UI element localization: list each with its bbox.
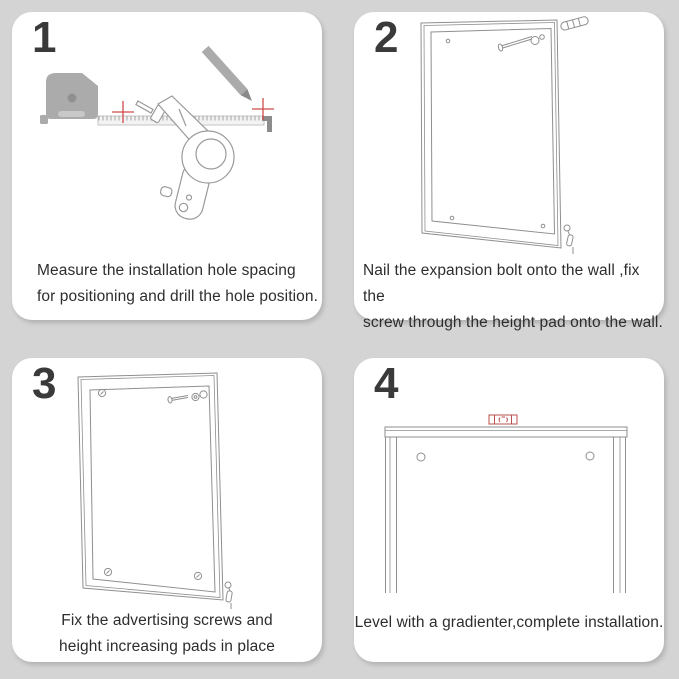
caption-line: Nail the expansion bolt onto the wall ,fix the bbox=[363, 262, 640, 305]
step-4-caption bbox=[354, 610, 664, 636]
step-2-caption bbox=[363, 258, 664, 336]
step-2-number: 2 bbox=[374, 13, 399, 62]
step-1-panel bbox=[12, 12, 322, 320]
drill-bit-icon bbox=[136, 101, 153, 113]
step-4-panel bbox=[354, 358, 664, 662]
caption-line: height increasing pads in place bbox=[59, 638, 275, 655]
pencil-icon bbox=[202, 46, 256, 104]
caption-line: Measure the installation hole spacing bbox=[37, 262, 296, 279]
step-4-number: 4 bbox=[374, 359, 399, 408]
drill-icon bbox=[136, 96, 234, 222]
caption-line: for positioning and drill the hole position. bbox=[37, 288, 318, 305]
frame-illustration bbox=[78, 373, 223, 600]
step-3-panel bbox=[12, 358, 322, 662]
mounting-hole-icon bbox=[417, 453, 425, 461]
step-2-panel bbox=[354, 12, 664, 331]
frame-illustration bbox=[421, 20, 561, 248]
caption-line: screw through the height pad onto the wall. bbox=[363, 314, 663, 331]
height-pad-screw-icon bbox=[564, 225, 573, 254]
spirit-level-icon bbox=[489, 415, 517, 424]
height-pad-screw-icon bbox=[225, 582, 232, 609]
tape-measure-icon bbox=[40, 73, 98, 124]
mounting-hole-icon bbox=[586, 452, 594, 460]
step-3-number: 3 bbox=[32, 359, 57, 408]
installed-frame-illustration bbox=[385, 427, 627, 593]
expansion-bolt-icon bbox=[560, 16, 589, 31]
step-1-caption bbox=[37, 258, 318, 310]
caption-line: Fix the advertising screws and bbox=[61, 612, 273, 629]
caption-line: Level with a gradienter,complete installation. bbox=[354, 614, 664, 631]
step-1-number: 1 bbox=[32, 13, 57, 62]
step-3-caption bbox=[12, 608, 322, 660]
